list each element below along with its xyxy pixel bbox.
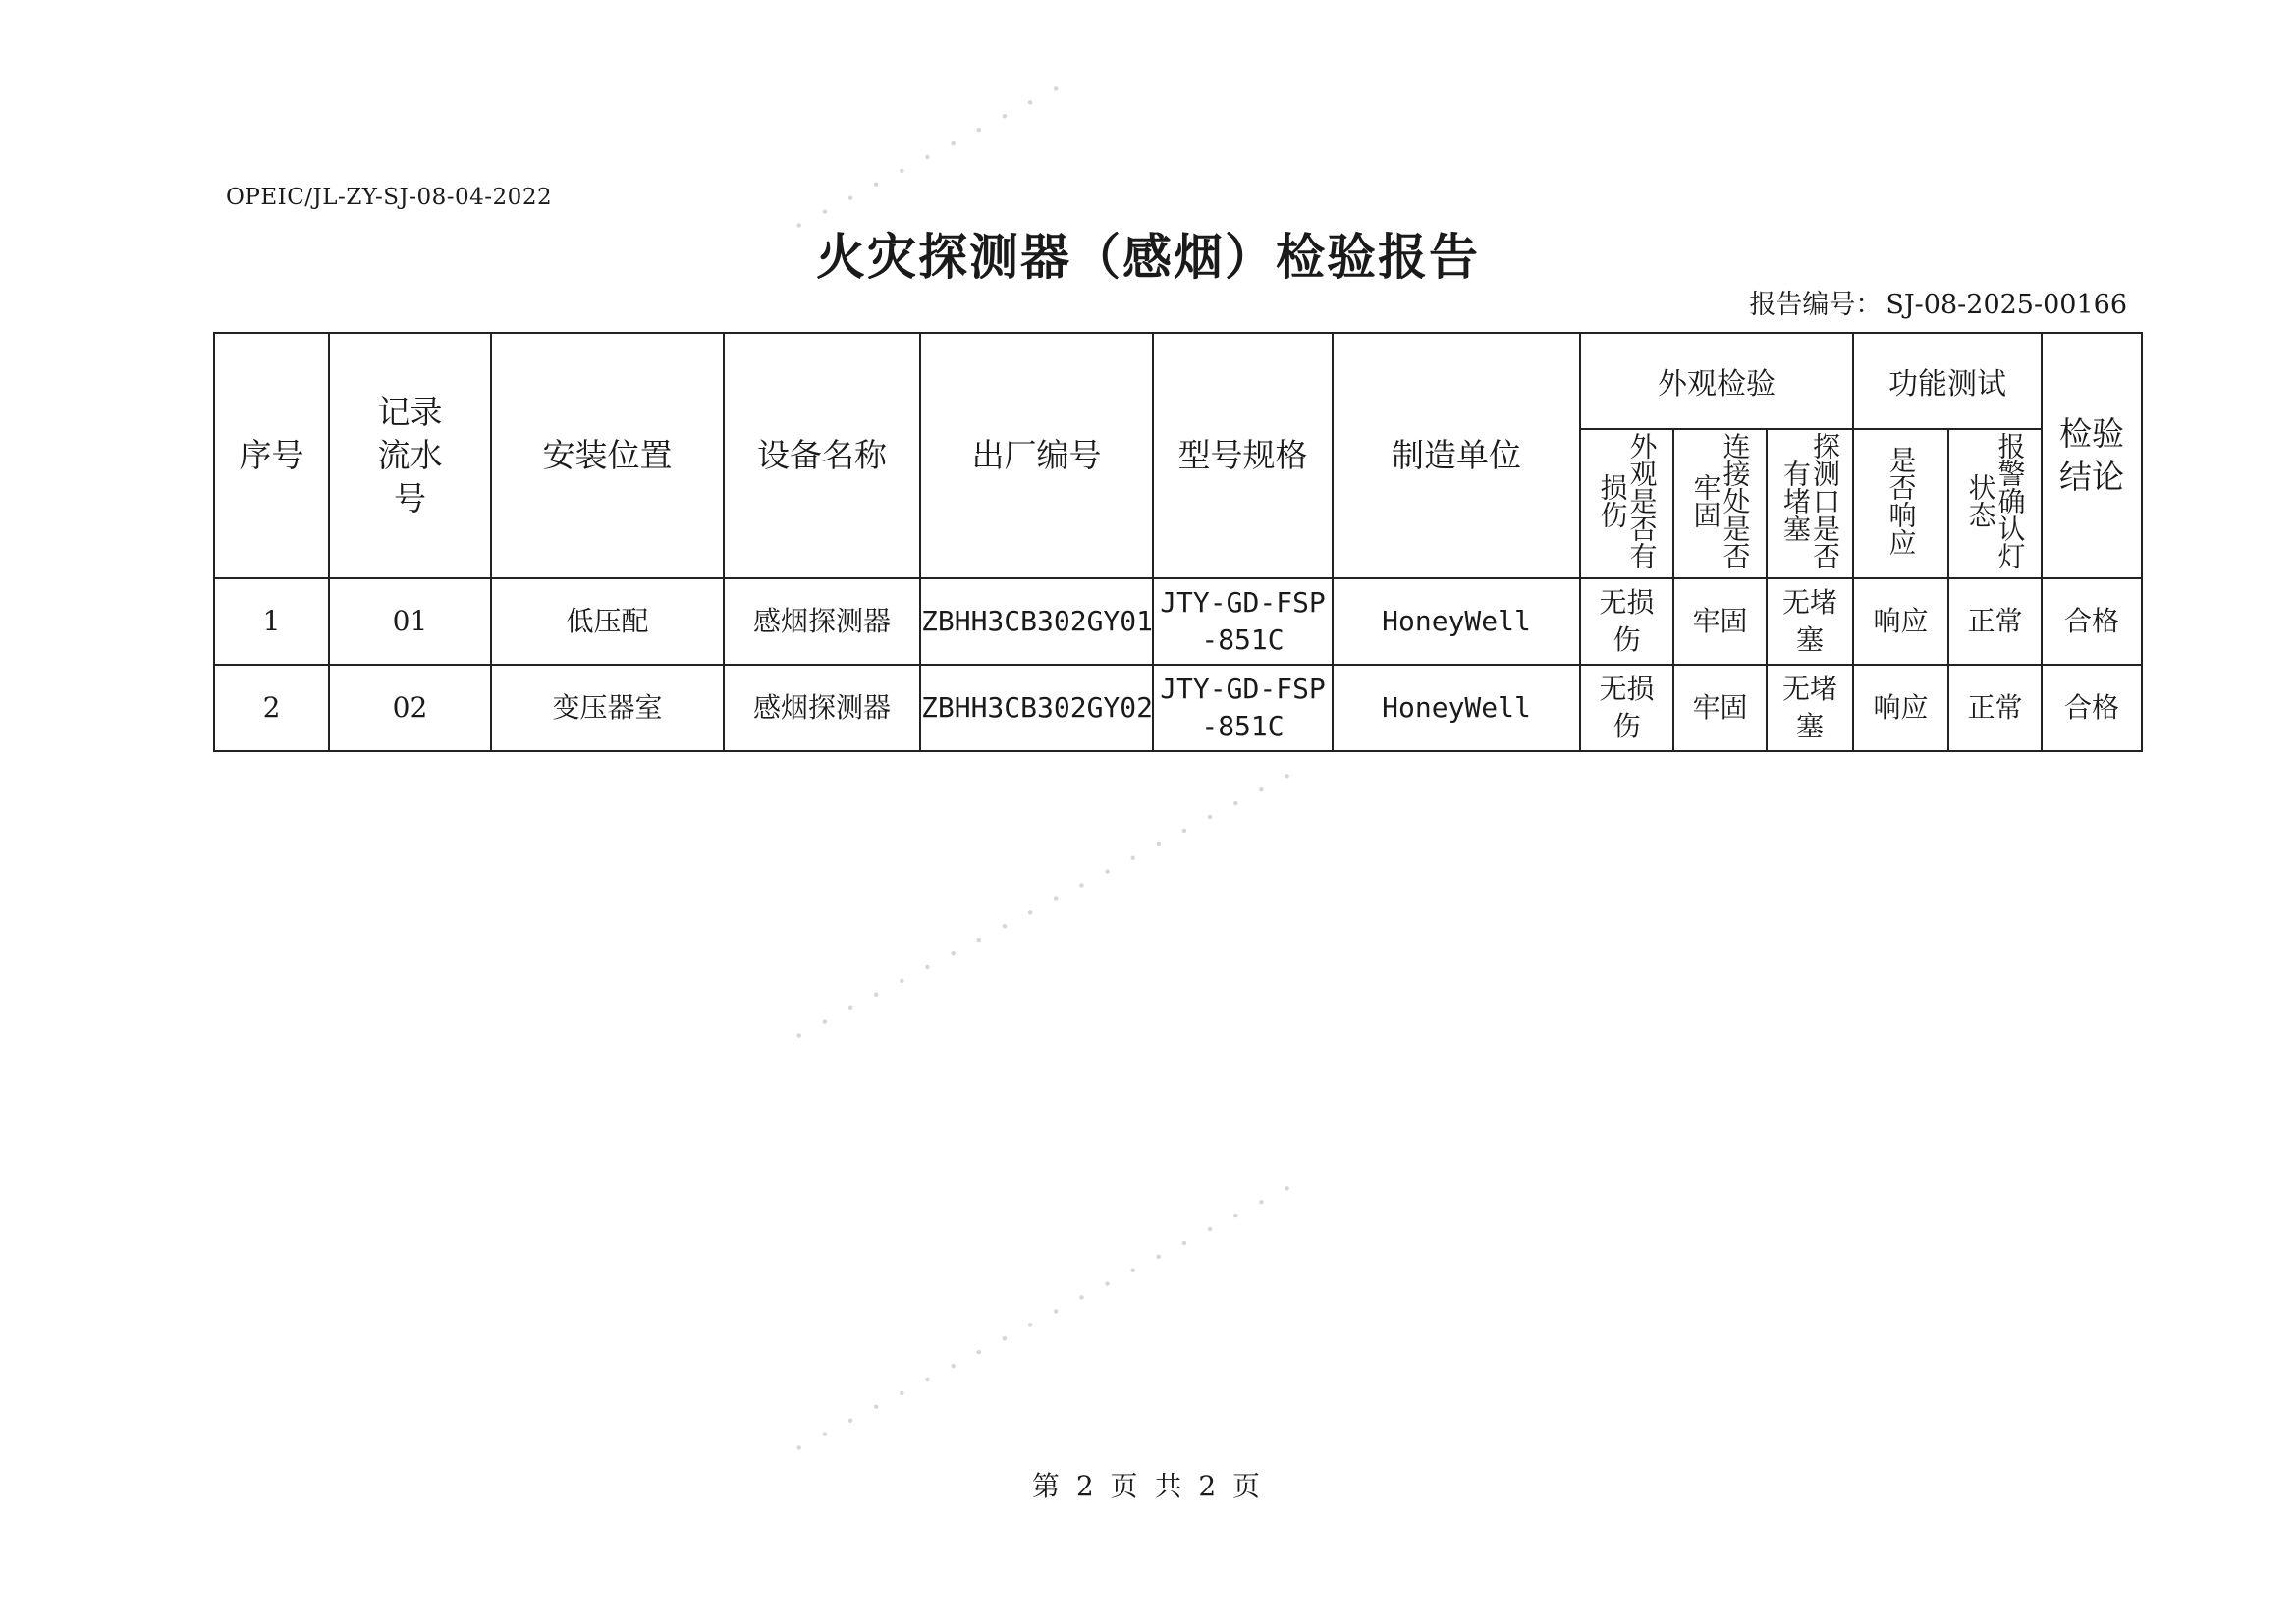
cell-manufacturer: HoneyWell bbox=[1333, 578, 1580, 665]
page-title: 火灾探测器（感烟）检验报告 bbox=[816, 228, 1480, 286]
cell-damage-text: 无损伤 bbox=[1599, 673, 1655, 742]
cell-manufacturer: HoneyWell bbox=[1333, 665, 1580, 751]
header-blockage bbox=[1767, 429, 1853, 578]
header-seq: 序号 bbox=[214, 333, 329, 578]
header-conclusion bbox=[2042, 333, 2142, 578]
header-damage bbox=[1580, 429, 1673, 578]
cell-model bbox=[1153, 578, 1333, 665]
header-alarm-light-text: 报警确认灯状态 bbox=[1964, 432, 2027, 569]
cell-conclusion: 合格 bbox=[2042, 665, 2142, 751]
cell-damage-text: 无损伤 bbox=[1599, 586, 1655, 656]
cell-seq: 2 bbox=[214, 665, 329, 751]
cell-model-line2: -851C bbox=[1201, 710, 1285, 742]
header-connection-text: 连接处是否牢固 bbox=[1689, 432, 1752, 569]
report-number bbox=[1749, 283, 2127, 321]
header-response-text: 是否响应 bbox=[1885, 446, 1918, 556]
cell-location: 低压配 bbox=[491, 578, 724, 665]
header-record-no bbox=[329, 333, 491, 578]
cell-device-name: 感烟探测器 bbox=[724, 578, 920, 665]
watermark: · · · · · · · · · · · · · · · · · · · · bbox=[786, 1166, 1305, 1469]
header-serial-no: 出厂编号 bbox=[920, 333, 1153, 578]
header-appearance-group: 外观检验 bbox=[1580, 333, 1853, 429]
cell-blockage bbox=[1767, 578, 1853, 665]
table-row bbox=[214, 665, 2142, 751]
cell-location: 变压器室 bbox=[491, 665, 724, 751]
header-function-group: 功能测试 bbox=[1853, 333, 2042, 429]
cell-model bbox=[1153, 665, 1333, 751]
inspection-table bbox=[213, 332, 2143, 752]
cell-serial-no: ZBHH3CB302GY01 bbox=[920, 578, 1153, 665]
cell-damage bbox=[1580, 665, 1673, 751]
cell-model-line1: JTY-GD-FSP bbox=[1160, 586, 1326, 619]
header-model: 型号规格 bbox=[1153, 333, 1333, 578]
cell-connection: 牢固 bbox=[1673, 578, 1767, 665]
report-number-label: 报告编号： bbox=[1749, 290, 1883, 320]
cell-damage bbox=[1580, 578, 1673, 665]
watermark: · · · · · · · · · · · · · · · · · · · · bbox=[786, 754, 1305, 1056]
header-conclusion-text: 检验结论 bbox=[2059, 414, 2125, 496]
cell-model-line2: -851C bbox=[1201, 623, 1285, 656]
cell-connection: 牢固 bbox=[1673, 665, 1767, 751]
header-manufacturer: 制造单位 bbox=[1333, 333, 1580, 578]
header-alarm-light bbox=[1948, 429, 2042, 578]
header-location: 安装位置 bbox=[491, 333, 724, 578]
cell-blockage bbox=[1767, 665, 1853, 751]
cell-serial-no: ZBHH3CB302GY02 bbox=[920, 665, 1153, 751]
cell-blockage-text: 无堵塞 bbox=[1782, 673, 1838, 742]
header-record-no-text: 记录流水号 bbox=[377, 393, 443, 517]
cell-response: 响应 bbox=[1853, 578, 1948, 665]
watermark: · · · · · · · · · · · bbox=[786, 68, 1074, 246]
header-connection bbox=[1673, 429, 1767, 578]
table-row bbox=[214, 578, 2142, 665]
cell-blockage-text: 无堵塞 bbox=[1782, 586, 1838, 656]
cell-conclusion: 合格 bbox=[2042, 578, 2142, 665]
document-code: OPEIC/JL-ZY-SJ-08-04-2022 bbox=[226, 185, 553, 210]
cell-alarm-light: 正常 bbox=[1948, 578, 2042, 665]
header-device-name: 设备名称 bbox=[724, 333, 920, 578]
cell-record-no: 01 bbox=[329, 578, 491, 665]
cell-record-no: 02 bbox=[329, 665, 491, 751]
header-damage-text: 外观是否有损伤 bbox=[1596, 432, 1659, 569]
cell-response: 响应 bbox=[1853, 665, 1948, 751]
page-number: 第 2 页 共 2 页 bbox=[1031, 1470, 1265, 1502]
cell-device-name: 感烟探测器 bbox=[724, 665, 920, 751]
cell-seq: 1 bbox=[214, 578, 329, 665]
header-response bbox=[1853, 429, 1948, 578]
cell-model-line1: JTY-GD-FSP bbox=[1160, 673, 1326, 705]
header-blockage-text: 探测口是否有堵塞 bbox=[1779, 432, 1842, 569]
report-number-value: SJ-08-2025-00166 bbox=[1886, 290, 2127, 320]
cell-alarm-light: 正常 bbox=[1948, 665, 2042, 751]
